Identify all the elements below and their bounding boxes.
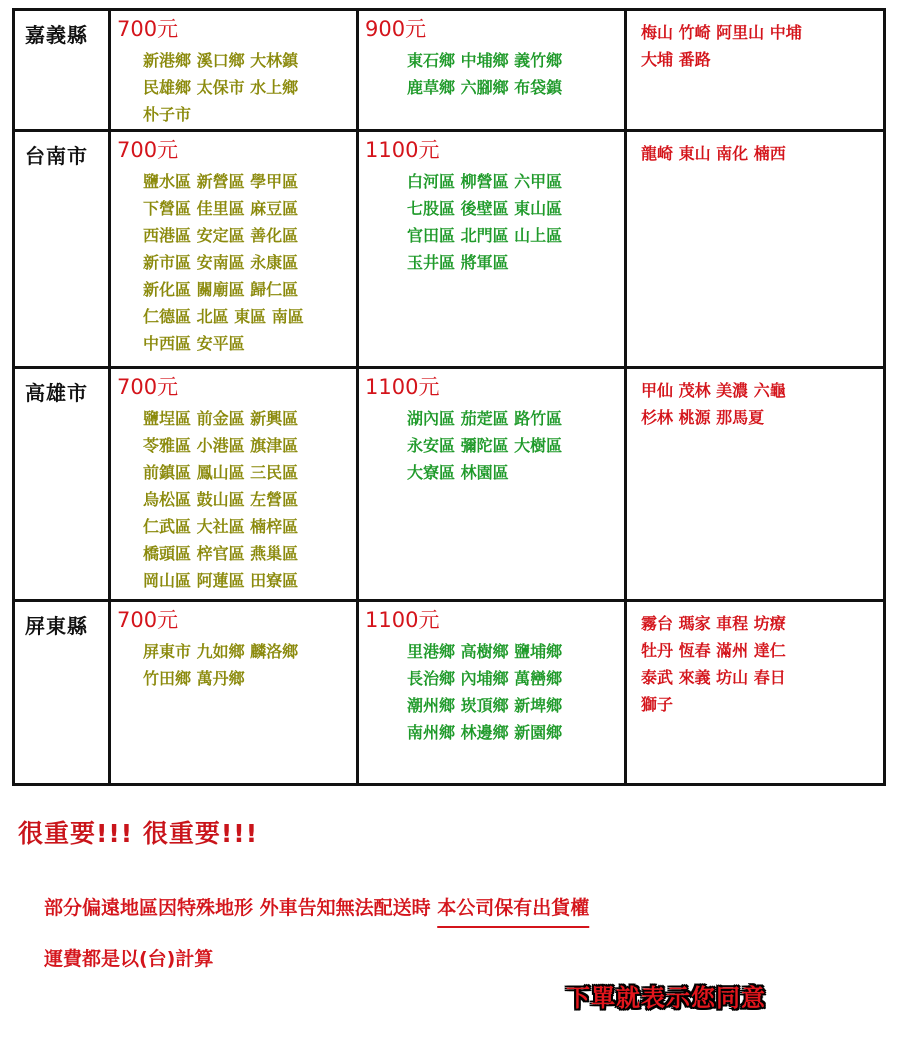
area-line: 民雄鄉 太保市 水上鄉 — [143, 78, 299, 97]
price-700-cell — [111, 369, 359, 602]
area-line: 苓雅區 小港區 旗津區 — [143, 436, 299, 455]
remote-area-list — [627, 132, 883, 167]
area-line: 仁武區 大社區 楠梓區 — [143, 517, 299, 536]
remote-line: 龍崎 東山 南化 楠西 — [641, 144, 786, 163]
area-line: 朴子市 — [143, 105, 192, 124]
remote-notice-text: 部分偏遠地區因特殊地形 外車告知無法配送時 — [44, 897, 438, 919]
remote-cell — [627, 132, 883, 369]
county-name: 嘉義縣 — [25, 23, 88, 47]
remote-line: 獅子 — [641, 695, 674, 714]
area-line: 鹽水區 新營區 學甲區 — [143, 172, 299, 191]
price-label: 700元 — [117, 138, 179, 162]
area-line: 新化區 關廟區 歸仁區 — [143, 280, 299, 299]
area-line: 大寮區 林園區 — [407, 463, 509, 482]
price-label: 1100元 — [365, 375, 440, 399]
area-list-700 — [143, 638, 356, 692]
area-line: 西港區 安定區 善化區 — [143, 226, 299, 245]
remote-cell — [627, 369, 883, 602]
area-line: 岡山區 阿蓮區 田寮區 — [143, 571, 299, 590]
area-line: 玉井區 將軍區 — [407, 253, 509, 272]
area-line: 下營區 佳里區 麻豆區 — [143, 199, 299, 218]
order-agreement-banner: 下單就表示您同意 — [566, 984, 766, 1012]
price-700-cell — [111, 132, 359, 369]
area-line: 白河區 柳營區 六甲區 — [407, 172, 563, 191]
area-line: 里港鄉 高樹鄉 鹽埔鄉 — [407, 642, 563, 661]
remote-line: 泰武 來義 坊山 春日 — [641, 668, 786, 687]
county-cell — [15, 132, 111, 369]
county-name: 高雄市 — [25, 381, 88, 405]
remote-line: 霧台 瑪家 車程 坊療 — [641, 614, 786, 633]
fee-basis-notice: 運費都是以(台)計算 — [44, 948, 214, 970]
area-list-700 — [143, 47, 356, 128]
area-line: 七股區 後壁區 東山區 — [407, 199, 563, 218]
remote-line: 梅山 竹崎 阿里山 中埔 — [641, 23, 802, 42]
area-list-high — [407, 47, 624, 101]
county-name: 屏東縣 — [25, 614, 88, 638]
remote-line: 杉林 桃源 那馬夏 — [641, 408, 765, 427]
area-list-high — [407, 638, 624, 746]
area-line: 長治鄉 內埔鄉 萬巒鄉 — [407, 669, 563, 688]
area-line: 前鎮區 鳳山區 三民區 — [143, 463, 299, 482]
price-label: 700元 — [117, 375, 179, 399]
area-line: 南州鄉 林邊鄉 新園鄉 — [407, 723, 563, 742]
price-label: 1100元 — [365, 138, 440, 162]
remote-delivery-notice — [44, 893, 589, 920]
remote-cell — [627, 11, 883, 132]
price-high-cell — [359, 602, 627, 783]
area-line: 橋頭區 梓官區 燕巢區 — [143, 544, 299, 563]
shipping-right-text: 本公司保有出貨權 — [437, 897, 590, 919]
area-line: 潮州鄉 崁頂鄉 新埤鄉 — [407, 696, 563, 715]
area-line: 鹽埕區 前金區 新興區 — [143, 409, 299, 428]
remote-line: 甲仙 茂林 美濃 六龜 — [641, 381, 786, 400]
area-list-high — [407, 168, 624, 276]
price-high-cell — [359, 369, 627, 602]
important-notice: 很重要!!! 很重要!!! — [18, 819, 259, 848]
area-line: 鹿草鄉 六腳鄉 布袋鎮 — [407, 78, 563, 97]
area-line: 東石鄉 中埔鄉 義竹鄉 — [407, 51, 563, 70]
price-high-cell — [359, 132, 627, 369]
price-label: 700元 — [117, 608, 179, 632]
price-label: 900元 — [365, 17, 427, 41]
area-list-high — [407, 405, 624, 486]
remote-line: 牡丹 恆春 滿州 達仁 — [641, 641, 786, 660]
area-line: 新市區 安南區 永康區 — [143, 253, 299, 272]
remote-line: 大埔 番路 — [641, 50, 711, 69]
area-line: 中西區 安平區 — [143, 334, 245, 353]
area-line: 新港鄉 溪口鄉 大林鎮 — [143, 51, 299, 70]
area-line: 烏松區 鼓山區 左營區 — [143, 490, 299, 509]
county-name: 台南市 — [25, 144, 88, 168]
remote-area-list — [627, 369, 883, 431]
area-list-700 — [143, 405, 356, 594]
price-label: 700元 — [117, 17, 179, 41]
price-high-cell — [359, 11, 627, 132]
price-700-cell — [111, 602, 359, 783]
area-line: 湖內區 茄萣區 路竹區 — [407, 409, 563, 428]
area-line: 官田區 北門區 山上區 — [407, 226, 563, 245]
remote-area-list — [627, 602, 883, 718]
price-label: 1100元 — [365, 608, 440, 632]
area-line: 仁德區 北區 東區 南區 — [143, 307, 304, 326]
area-list-700 — [143, 168, 356, 357]
county-cell — [15, 369, 111, 602]
remote-cell — [627, 602, 883, 783]
remote-area-list — [627, 11, 883, 73]
shipping-fee-table — [12, 8, 886, 786]
area-line: 屏東市 九如鄉 麟洛鄉 — [143, 642, 299, 661]
county-cell — [15, 11, 111, 132]
area-line: 竹田鄉 萬丹鄉 — [143, 669, 245, 688]
county-cell — [15, 602, 111, 783]
area-line: 永安區 彌陀區 大樹區 — [407, 436, 563, 455]
price-700-cell — [111, 11, 359, 132]
